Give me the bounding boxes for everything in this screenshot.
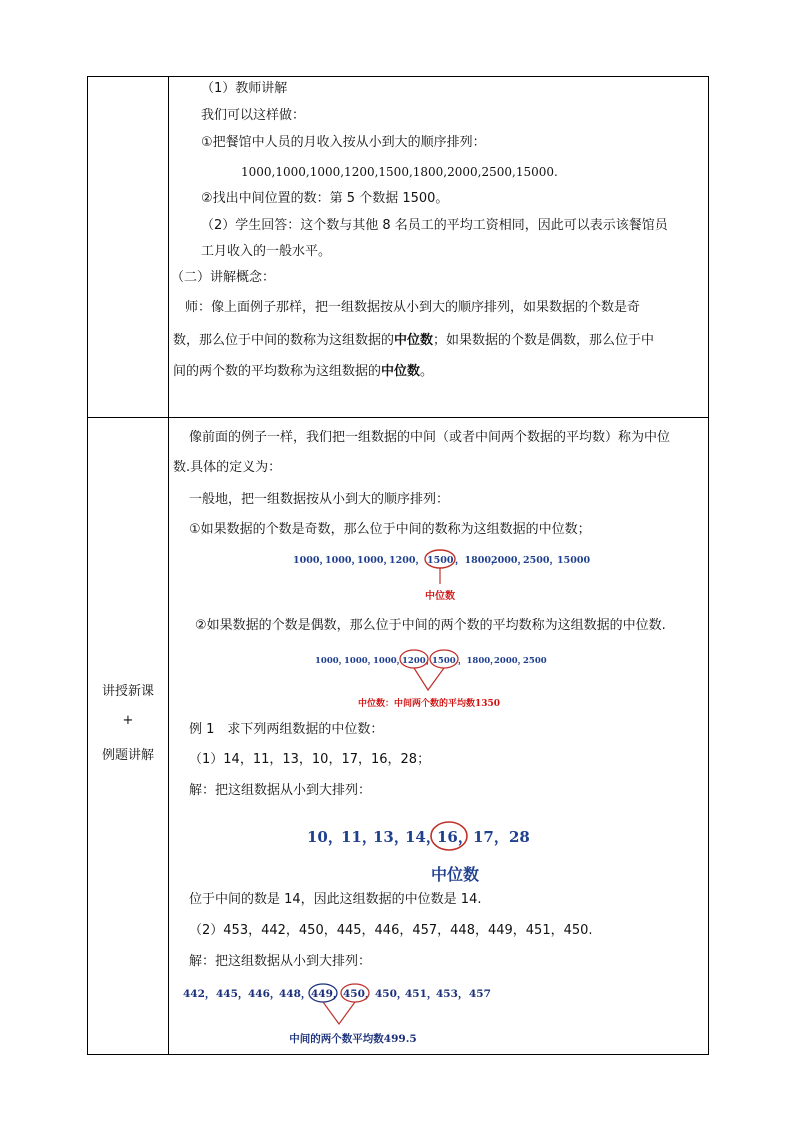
sorted-income-list: 1000,1000,1000,1200,1500,1800,2000,2500,15000.: [241, 165, 558, 179]
example1-figure-number: 10，: [307, 828, 343, 846]
concept-line-1: 师：像上面例子那样，把一组数据按从小到大的顺序排列，如果数据的个数是奇: [185, 300, 641, 315]
even-figure-number: ，1800，: [458, 656, 499, 666]
example2-figure-number: 453，: [436, 988, 469, 1000]
example2-figure-number: 445，: [216, 988, 249, 1000]
median-term-bold-2: 中位数: [381, 364, 421, 379]
even-figure-number: 1000，: [344, 656, 377, 666]
teacher-explains-heading: （1）教师讲解: [201, 81, 288, 96]
def-intro-line-2: 数.具体的定义为：: [173, 460, 282, 475]
concept-heading: （二）讲解概念：: [171, 270, 276, 285]
student-answer-text: （2）学生回答：这个数与其他 8 名员工的平均工资相同，因此可以表示该餐馆员: [201, 218, 668, 233]
concept-line-3-c: 。: [420, 364, 434, 379]
example2-figure-number: 450，: [375, 988, 408, 1000]
even-figure-number: 1000，: [315, 656, 348, 666]
example2-figure-number: 446，: [248, 988, 281, 1000]
example2-median-label: 中间的两个数平均数499.5: [289, 1033, 417, 1045]
even-figure-number: 1000，: [373, 656, 406, 666]
example-answer-1: 位于中间的数是 14，因此这组数据的中位数是 14.: [189, 892, 482, 907]
even-figure-number: 1500: [432, 656, 456, 666]
section-label-cell: [88, 418, 169, 1055]
student-answer-continued: 工月收入的一般水平。: [201, 244, 332, 259]
example1-figure-number: 14，: [405, 828, 441, 846]
odd-figure-number: 2000，: [491, 555, 527, 566]
definition-cell: [169, 418, 709, 1055]
even-median-label: 中位数：中间两个数的平均数1350: [357, 699, 501, 709]
concept-line-2-c: ；如果数据的个数是偶数，那么位于中: [433, 333, 655, 348]
median-term-bold: 中位数: [394, 333, 434, 348]
example-solution-1: 解：把这组数据从小到大排列：: [189, 783, 372, 798]
concept-line-2-a: 数，那么位于中间的数称为这组数据的: [173, 333, 395, 348]
concept-line-2: [173, 333, 654, 349]
odd-figure-number: 1200，: [389, 555, 425, 566]
example2-figure-number: 450，: [343, 988, 376, 1000]
odd-figure-number: 1500: [427, 555, 454, 566]
odd-figure-number: 1000，: [357, 555, 393, 566]
example1-figure-number: 13，: [373, 828, 409, 846]
example-1-figure: [169, 806, 708, 906]
example2-figure-number: 451，: [405, 988, 438, 1000]
even-figure-number: ，: [426, 656, 435, 666]
label-example: 例题讲解: [101, 748, 154, 763]
odd-figure-number: 15000: [557, 555, 591, 566]
step-one-text: ①把餐馆中人员的月收入按从小到大的顺序排列：: [201, 135, 486, 150]
label-new-lesson: 讲授新课: [101, 684, 154, 699]
odd-median-label: 中位数: [425, 591, 455, 602]
even-figure-number: 1200: [402, 656, 426, 666]
def-intro-line-1: 像前面的例子一样，我们把一组数据的中间（或者中间两个数据的平均数）称为中位: [189, 430, 671, 445]
example-question-1: （1）14，11，13，10，17，16，28；: [189, 752, 431, 767]
example-title: 例 1 求下列两组数据的中位数：: [189, 722, 384, 737]
odd-figure-number: 1000，: [293, 555, 329, 566]
left-cell-top: [88, 77, 169, 418]
example1-figure-number: 16，: [437, 828, 473, 846]
even-figure-number: 2000，: [494, 656, 527, 666]
odd-figure-number: ，1800，: [455, 555, 501, 566]
odd-median-figure: [169, 542, 708, 602]
example2-figure-number: 448，: [279, 988, 312, 1000]
def-general: 一般地，把一组数据按从小到大的顺序排列：: [189, 492, 450, 507]
def-even-case: ②如果数据的个数是偶数，那么位于中间的两个数的平均数称为这组数据的中位数.: [195, 618, 666, 633]
def-odd-case: ①如果数据的个数是奇数，那么位于中间的数称为这组数据的中位数；: [189, 522, 591, 537]
lesson-table: [87, 76, 709, 1055]
step-two-text: ②找出中间位置的数：第 5 个数据 1500。: [201, 191, 449, 206]
example-2-figure: [169, 976, 708, 1052]
even-figure-number: 2500: [523, 656, 547, 666]
example2-pointer-lines: [323, 1002, 355, 1024]
label-plus: +: [122, 713, 134, 728]
example2-figure-number: 449，: [311, 988, 344, 1000]
even-median-figure: [169, 642, 708, 714]
example-solution-2: 解：把这组数据从小到大排列：: [189, 954, 372, 969]
example2-figure-number: 442，: [183, 988, 216, 1000]
concept-line-3-a: 间的两个数的平均数称为这组数据的: [173, 364, 382, 379]
example1-figure-number: 28: [509, 828, 530, 846]
example-median-label: 中位数: [430, 865, 480, 884]
example1-figure-number: 17，: [473, 828, 509, 846]
example-question-2: （2）453，442，450，445，446，457，448，449，451，450.: [189, 923, 593, 938]
example1-figure-number: 11，: [341, 828, 377, 846]
odd-figure-number: 1000，: [325, 555, 361, 566]
we-can-do-text: 我们可以这样做：: [201, 108, 306, 123]
concept-line-3: [173, 364, 433, 380]
example2-figure-number: 457: [469, 988, 491, 1000]
explanation-cell: [169, 77, 709, 418]
median-pointer-lines: [414, 668, 444, 690]
odd-figure-number: 2500，: [523, 555, 559, 566]
